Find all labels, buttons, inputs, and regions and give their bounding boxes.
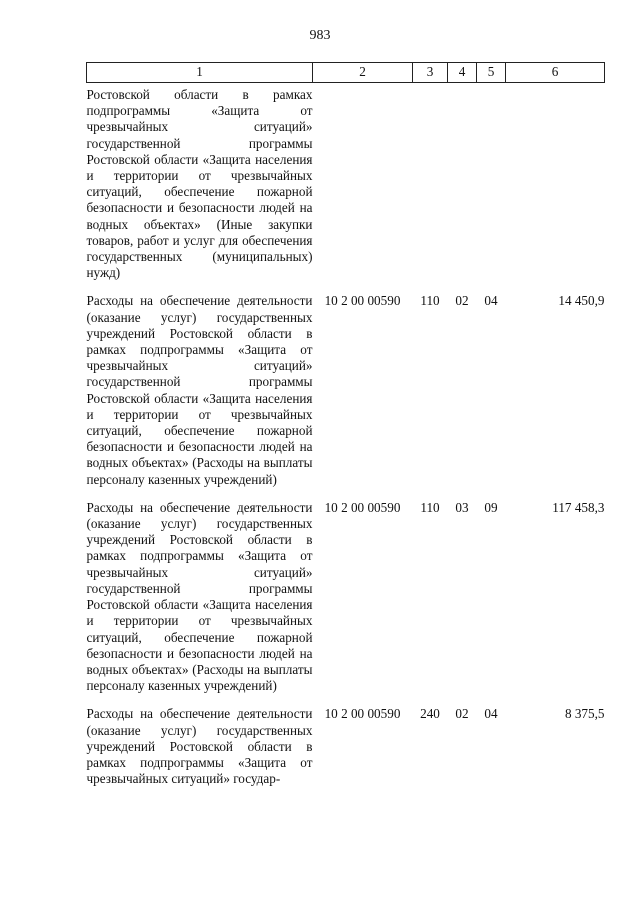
row-description: Ростовской области в рамках подпрограммы «Защита от чрезвычайных ситуаций» государственной программы Ростовской области «Защита населения и территории от чрезвычайных ситуаций, обеспечение пожарной безопасности и безопасности людей на водных объектах» (Иные закупки товаров, работ и услуг для обеспечения государственных (муниципальных) нужд) (86, 87, 313, 281)
row-description: Расходы на обеспечение деятельности (оказание услуг) государственных учреждений Ростовской области в рамках подпрограммы «Защита от чрезвычайных ситуаций» государственной программы Ростовской области «Защита населения и территории от чрезвычайных ситуаций, обеспечение пожарной безопасности и безопасности людей на водных объектах» (Расходы на выплаты персоналу казенных учреждений) (86, 499, 313, 694)
row-target-code: 10 2 00 00590 (324, 293, 401, 309)
row-subsection: 09 (484, 499, 498, 515)
row-expense-type: 110 (420, 293, 440, 309)
header-col-4: 4 (448, 63, 477, 83)
row-section: 03 (455, 499, 469, 515)
row-target-code: 10 2 00 00590 (324, 706, 401, 722)
row-subsection: 04 (484, 706, 498, 722)
row-target-code: 10 2 00 00590 (324, 499, 401, 515)
row-description: Расходы на обеспечение деятельности (оказание услуг) государственных учреждений Ростовской области в рамках подпрограммы «Защита от чрезвычайных ситуаций» государ- (86, 706, 313, 787)
row-section: 02 (455, 706, 469, 722)
header-col-2: 2 (313, 63, 413, 83)
header-col-1: 1 (87, 63, 313, 83)
table-row (87, 706, 605, 799)
page-number: 983 (309, 28, 331, 43)
row-expense-type: 110 (420, 499, 440, 515)
budget-table (86, 62, 605, 799)
header-col-5: 5 (477, 63, 506, 83)
row-amount: 117 458,3 (552, 499, 605, 515)
row-subsection: 04 (484, 293, 498, 309)
table-row (87, 500, 605, 706)
table-row-continuation (87, 83, 605, 294)
row-expense-type: 240 (420, 706, 440, 722)
row-amount: 8 375,5 (564, 706, 605, 722)
header-col-6: 6 (506, 63, 605, 83)
row-description: Расходы на обеспечение деятельности (оказание услуг) государственных учреждений Ростовской области в рамках подпрограммы «Защита от чрезвычайных ситуаций» государственной программы Ростовской области «Защита населения и территории от чрезвычайных ситуаций, обеспечение пожарной безопасности и безопасности людей на водных объектах» (Расходы на выплаты персоналу казенных учреждений) (86, 293, 313, 487)
table-row (87, 293, 605, 499)
table-header (87, 63, 605, 83)
row-amount: 14 450,9 (558, 293, 605, 309)
header-col-3: 3 (413, 63, 448, 83)
row-section: 02 (455, 293, 469, 309)
